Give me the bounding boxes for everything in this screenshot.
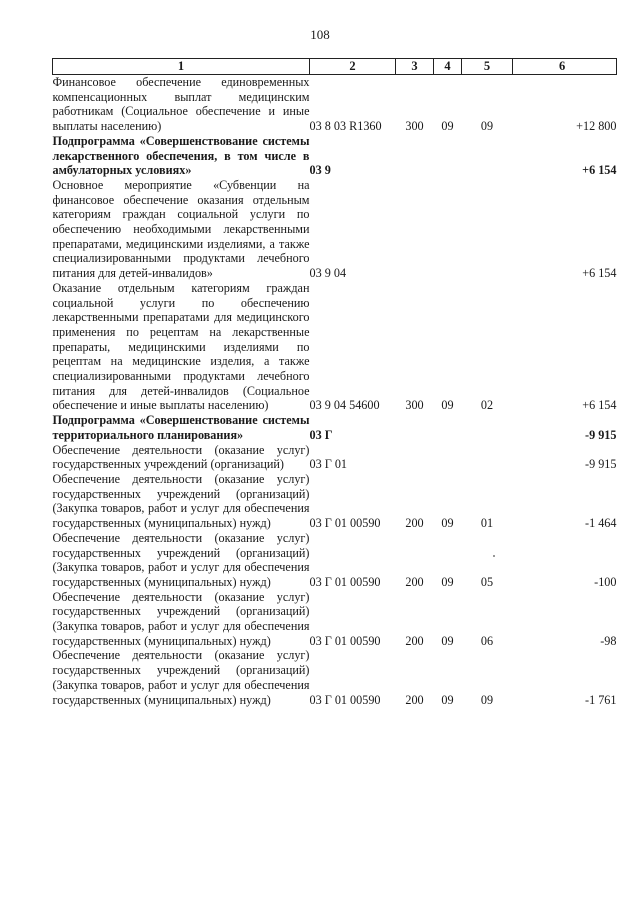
row-amount: -9 915 (585, 427, 617, 442)
table-row (53, 590, 617, 649)
page-number: 108 (310, 27, 330, 42)
row-col4 (434, 443, 462, 472)
row-description: Обеспечение деятельности (оказание услуг) государственных учреждений (организаций) (Закупка товаров, работ и услуг для обеспечения государственных (муниципальных) нужд) (52, 530, 310, 589)
row-description: Подпрограмма «Совершенствование системы территориального планирования» (52, 413, 310, 442)
table-row (53, 75, 617, 134)
row-code: 03 Г 01 00590 (309, 574, 381, 589)
scan-speck (493, 555, 495, 557)
table-row (53, 134, 617, 178)
column-header-5: 5 (462, 59, 513, 75)
row-code: 03 9 (309, 163, 331, 178)
row-col3: 200 (405, 516, 424, 531)
row-col4: 09 (441, 398, 454, 413)
row-code: 03 8 03 R1360 (309, 119, 382, 134)
row-description: Подпрограмма «Совершенствование системы лекарственного обеспечения, в том числе в амбулаторных условиях» (52, 133, 310, 178)
row-col5: 09 (480, 119, 494, 134)
row-code: 03 Г 01 00590 (309, 516, 381, 531)
row-col4 (434, 134, 462, 178)
row-amount: -1 464 (585, 516, 617, 531)
row-code: 03 Г (309, 427, 333, 442)
row-code: 03 Г 01 00590 (309, 633, 381, 648)
row-description: Финансовое обеспечение единовременных компенсационных выплат медицинским работникам (Социальное обеспечение и иные выплаты населению) (52, 75, 310, 134)
row-description: Основное мероприятие «Субвенции на финансовое обеспечение оказания отдельным категориям граждан социальной услуги по обеспечению необходимыми лекарственными препаратами, медицинскими изделиями, а также специализированными продуктами лечебного питания для детей-инвалидов» (52, 177, 310, 281)
row-amount: +6 154 (582, 398, 617, 413)
row-col3 (396, 134, 434, 178)
column-header-6: 6 (513, 59, 617, 75)
row-col4: 09 (441, 119, 454, 134)
row-col5 (462, 134, 513, 178)
row-description: Обеспечение деятельности (оказание услуг) государственных учреждений (организаций) (Закупка товаров, работ и услуг для обеспечения государственных (муниципальных) нужд) (52, 589, 310, 648)
header-row (53, 59, 617, 75)
row-code: 03 Г 01 00590 (309, 692, 381, 707)
column-header-1: 1 (53, 59, 310, 75)
budget-table (52, 58, 617, 707)
row-col3: 200 (405, 692, 424, 707)
row-col5: 01 (480, 516, 494, 531)
row-col4: 09 (441, 692, 454, 707)
row-code: 03 9 04 (309, 266, 347, 281)
row-col4: 09 (441, 574, 454, 589)
row-col3: 300 (405, 398, 424, 413)
column-header-3: 3 (396, 59, 434, 75)
row-col5 (462, 178, 513, 281)
table-row (53, 413, 617, 442)
table-row (53, 443, 617, 472)
row-col5 (462, 413, 513, 442)
row-amount: -1 761 (585, 692, 617, 707)
row-col5 (462, 443, 513, 472)
row-description: Обеспечение деятельности (оказание услуг) государственных учреждений (организаций) (52, 442, 310, 472)
row-code: 03 Г 01 (309, 457, 348, 472)
column-header-2: 2 (310, 59, 396, 75)
row-description: Обеспечение деятельности (оказание услуг) государственных учреждений (организаций) (Закупка товаров, работ и услуг для обеспечения государственных (муниципальных) нужд) (52, 471, 310, 531)
row-amount: +12 800 (576, 119, 617, 134)
row-amount: +6 154 (582, 266, 617, 281)
row-col3 (396, 413, 434, 442)
row-col5: 02 (480, 398, 494, 413)
row-col4 (434, 178, 462, 281)
row-code: 03 9 04 54600 (309, 398, 380, 413)
row-description: Оказание отдельным категориям граждан социальной услуги по обеспечению лекарственными препаратами для медицинского применения по рецептам на лекарственные препараты, медицинскими изделиями по рецептам на медицинские изделия, а также специализированными продуктами лечебного питания для детей-инвалидов (Социальное обеспечение и иные выплаты населению) (52, 280, 310, 413)
row-col3: 200 (405, 574, 424, 589)
table-row (53, 531, 617, 590)
row-col3: 200 (405, 633, 424, 648)
row-amount: +6 154 (582, 163, 617, 178)
row-description: Обеспечение деятельности (оказание услуг) государственных учреждений (организаций) (Закупка товаров, работ и услуг для обеспечения государственных (муниципальных) нужд) (52, 648, 310, 707)
row-col5: 06 (480, 633, 494, 648)
row-col4 (434, 413, 462, 442)
row-col5: 05 (480, 574, 494, 589)
table-row (53, 178, 617, 281)
column-header-4: 4 (434, 59, 462, 75)
table-row (53, 281, 617, 413)
row-amount: -9 915 (585, 457, 617, 472)
table-row (53, 472, 617, 531)
row-col5: 09 (480, 692, 494, 707)
row-col4: 09 (441, 516, 454, 531)
row-amount: -98 (600, 633, 617, 648)
row-col3 (396, 443, 434, 472)
row-amount: -100 (594, 574, 617, 589)
row-col3: 300 (405, 119, 424, 134)
table-row (53, 648, 617, 707)
row-col4: 09 (441, 633, 454, 648)
row-col3 (396, 178, 434, 281)
